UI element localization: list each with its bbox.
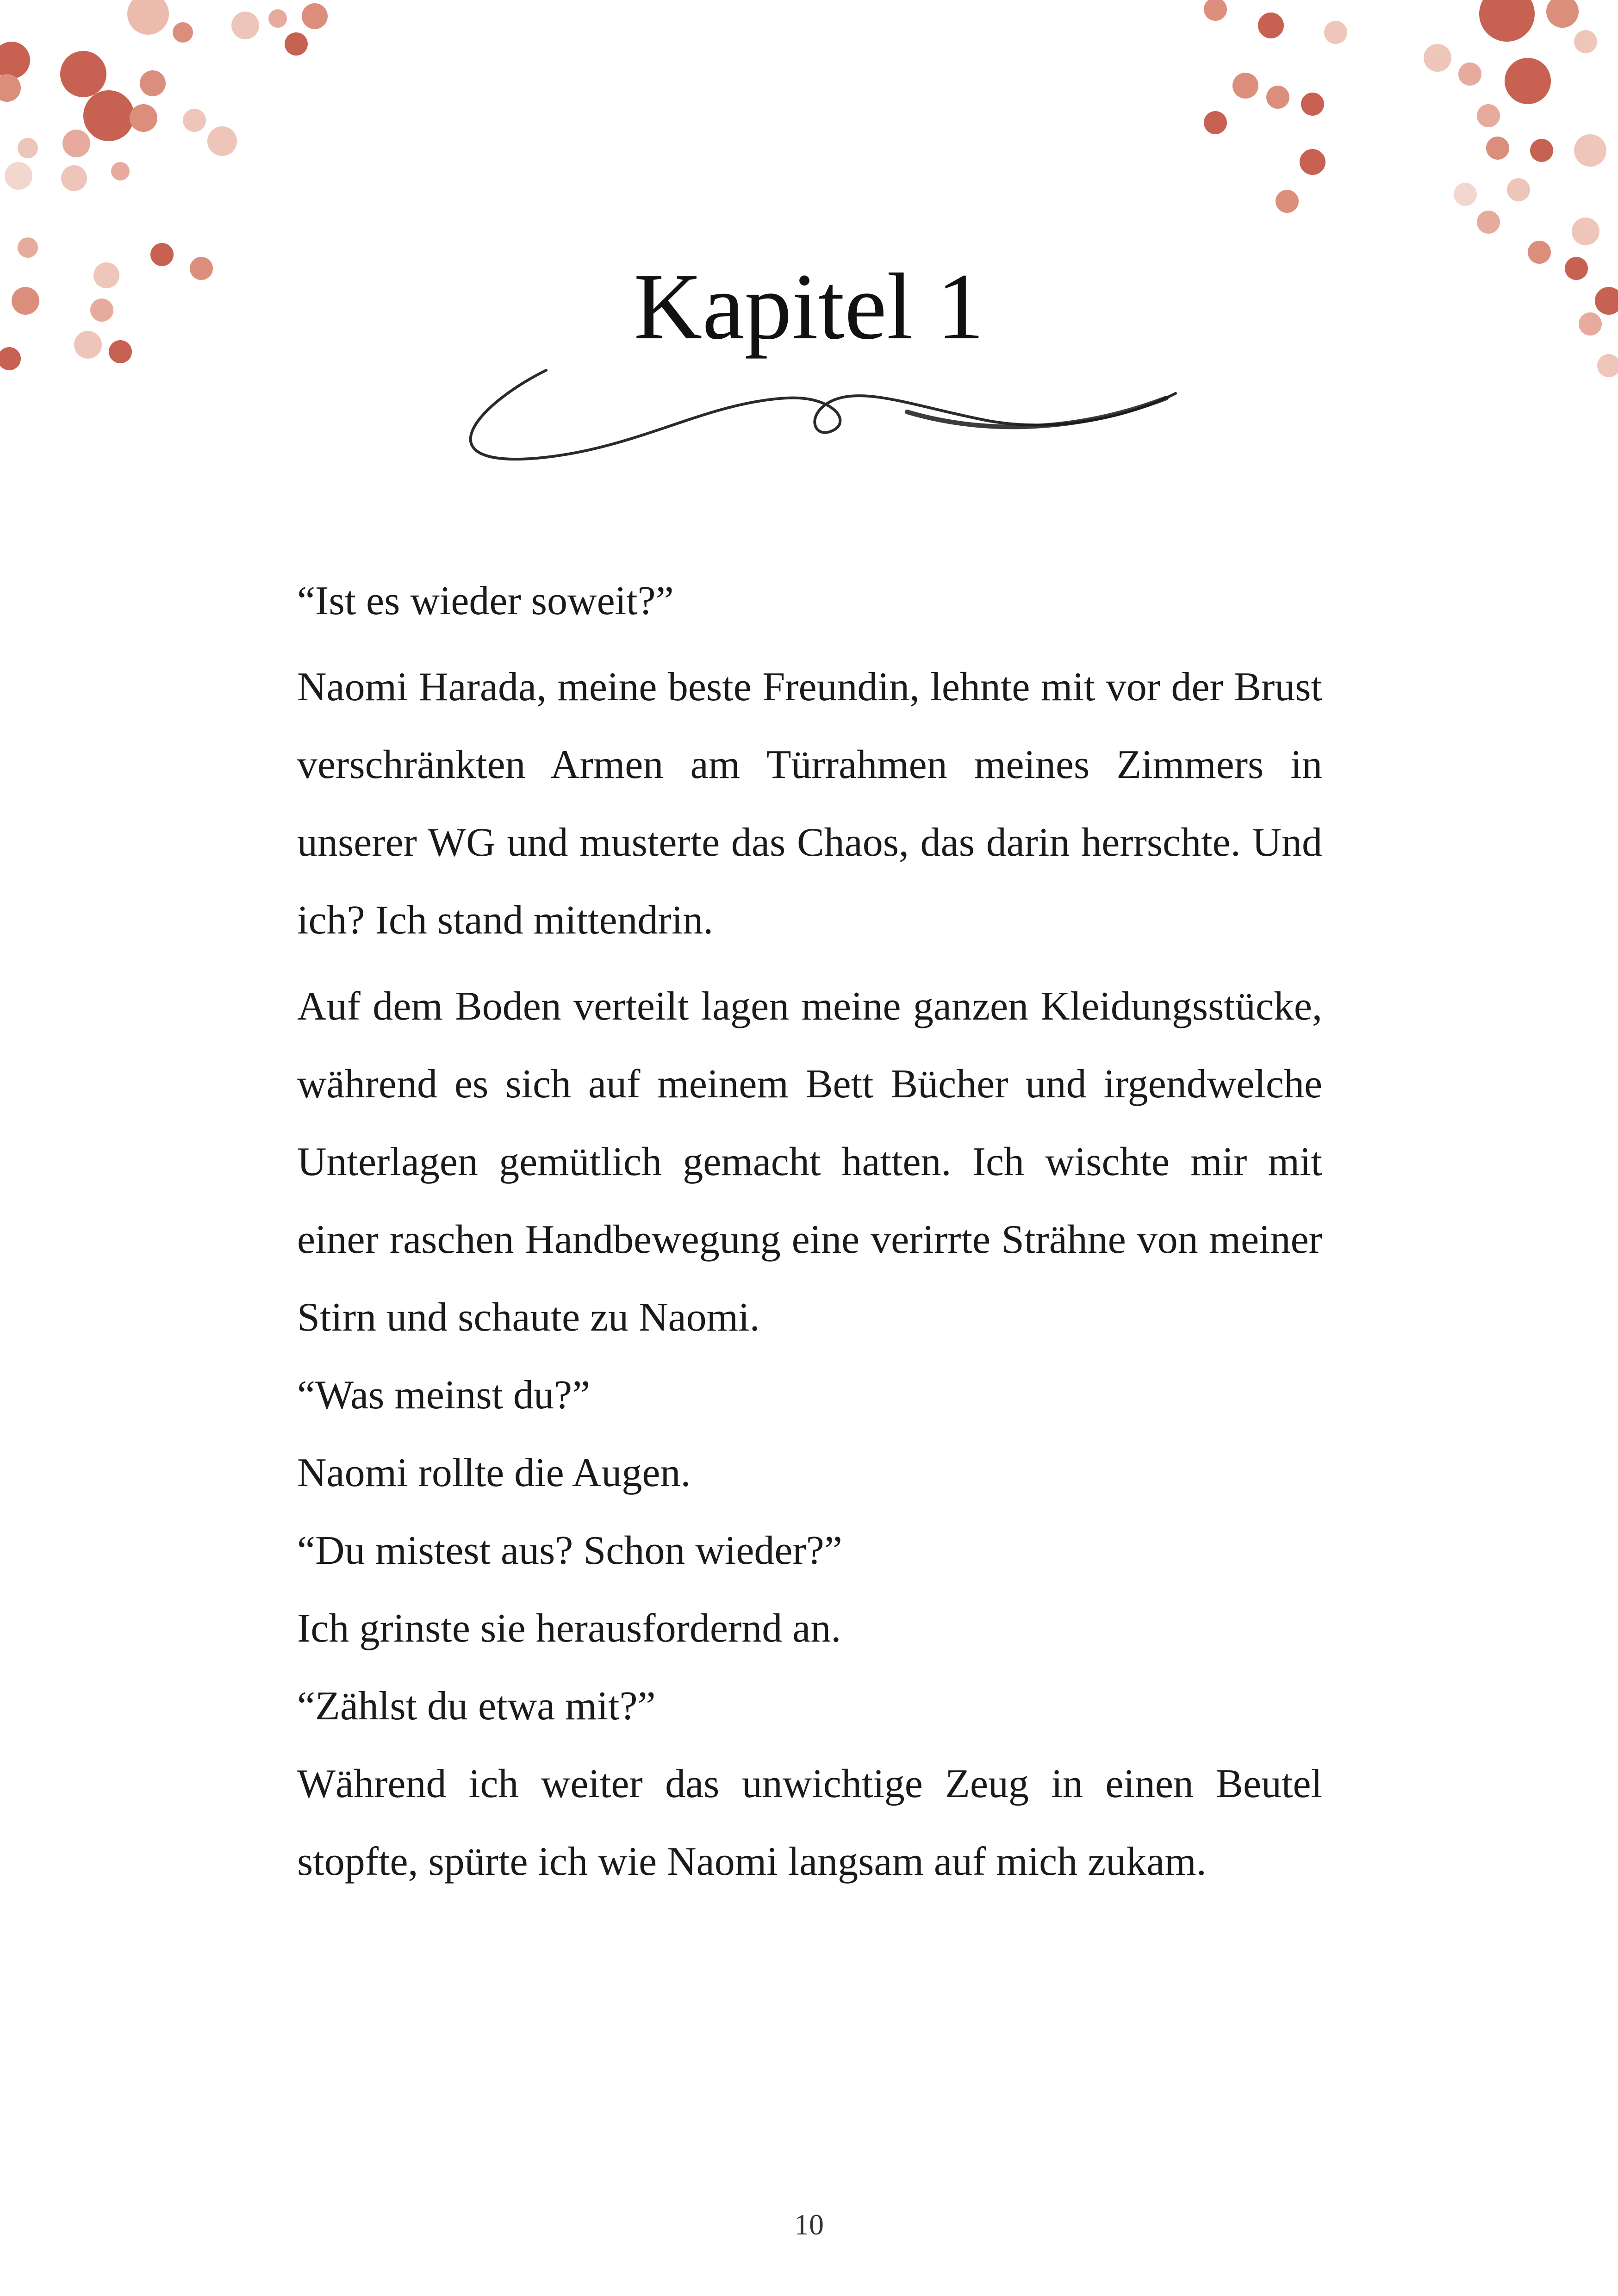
dialogue-line: “Du mistest aus? Schon wieder?” xyxy=(297,1528,842,1573)
paragraph: Auf dem Boden verteilt lagen meine ganzen Kleidungsstücke, während es sich auf meinem Bett Bücher und irgendwelche Unterlagen gemütlich gemacht hatten. Ich wischte mir mit einer raschen Handbewegung eine verirrte Strähne von meiner Stirn und schaute zu Naomi. xyxy=(297,984,1322,1340)
paragraph: Ich grinste sie herausfordernd an. xyxy=(297,1606,841,1651)
chapter-title: Kapitel 1 xyxy=(634,254,984,359)
dialogue-line: “Was meinst du?” xyxy=(297,1373,591,1418)
confetti-decoration-left xyxy=(0,0,417,417)
dialogue-line: “Zählst du etwa mit?” xyxy=(297,1684,656,1729)
swash-ornament-icon xyxy=(444,352,1185,472)
paragraph: Während ich weiter das unwichtige Zeug in einen Beutel stopfte, spürte ich wie Naomi langsam auf mich zukam. xyxy=(297,1761,1322,1884)
dialogue-line: “Ist es wieder soweit?” xyxy=(297,579,674,623)
paragraph: Naomi rollte die Augen. xyxy=(297,1450,691,1495)
paragraph: Naomi Harada, meine beste Freundin, lehnte mit vor der Brust verschränkten Armen am Türrahmen meines Zimmers in unserer WG und musterte das Chaos, das darin herrschte. Und ich? Ich stand mittendrin. xyxy=(297,665,1322,943)
chapter-text xyxy=(297,562,1322,1901)
confetti-decoration-right xyxy=(1201,0,1618,417)
page-number: 10 xyxy=(794,2208,824,2241)
